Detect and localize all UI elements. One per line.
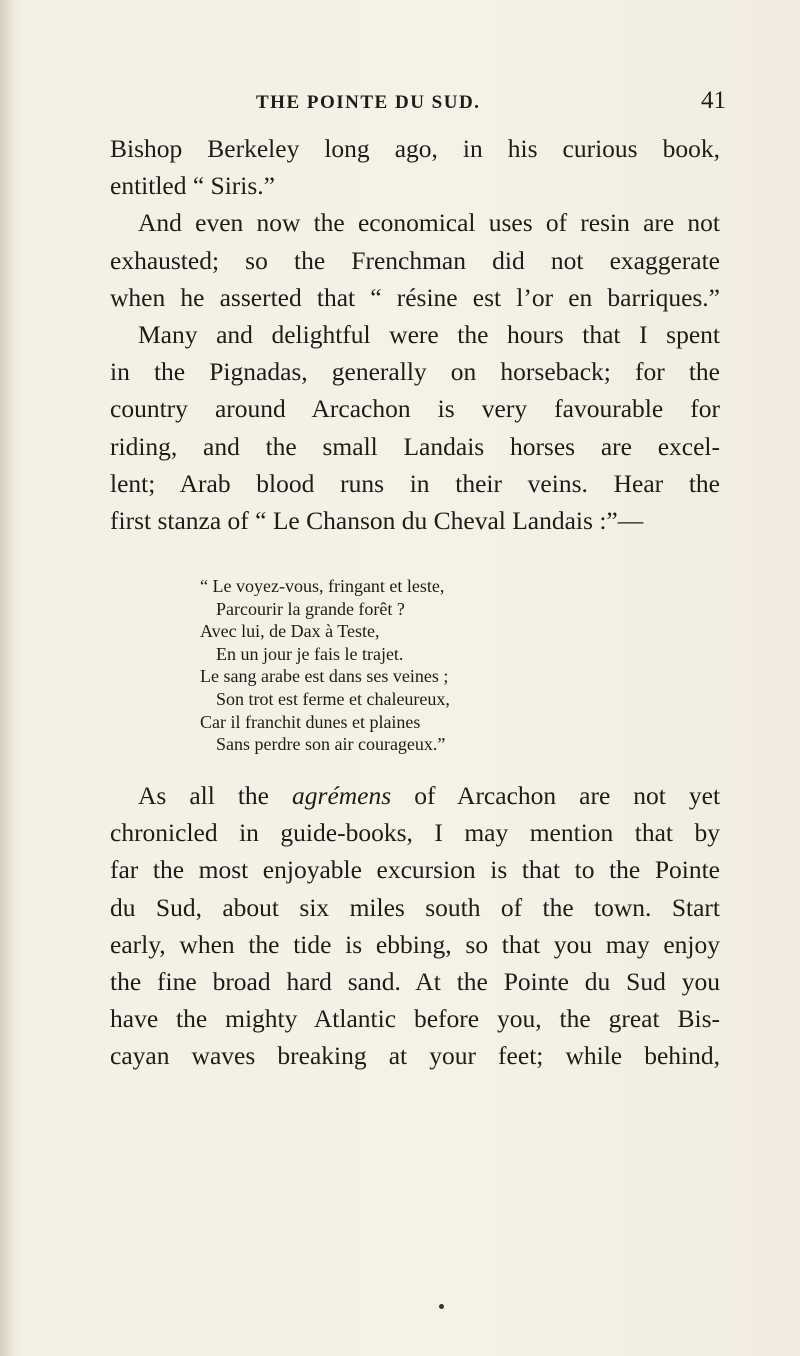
text-line: Many and delightful were the hours that I spent [138,320,720,350]
page-number: 41 [701,87,726,114]
text-line: have the mighty Atlantic before you, the great Bis- [110,1004,720,1034]
text-line: first stanza of “ Le Chanson du Cheval Landais :”— [110,506,644,536]
text-line: when he asserted that “ résine est l’or en barriques.” [110,282,720,312]
poem-line: Le sang arabe est dans ses veines ; [200,666,449,687]
poem-line: Parcourir la grande forêt ? [216,598,405,619]
text-line: cayan waves breaking at your feet; while behind, [110,1041,720,1071]
italic-word: agrémens [292,781,392,810]
gutter-shadow [0,0,16,1356]
text-line: And even now the economical uses of resin are not [138,208,720,238]
text-line: early, when the tide is ebbing, so that you may enjoy [110,929,720,959]
running-head-title: THE POINTE DU SUD. [256,92,481,113]
text-line: riding, and the small Landais horses are excel- [110,431,720,461]
poem-line: Avec lui, de Dax à Teste, [200,621,380,642]
text-run: As all the [138,781,269,810]
paragraph-2 [110,777,720,1075]
ink-dot [439,1304,444,1309]
poem-line: En un jour je fais le trajet. [216,643,404,664]
text-line: chronicled in guide-books, I may mention that by [110,818,720,848]
text-line: far the most enjoyable excursion is that to the Pointe [110,855,720,885]
text-line: lent; Arab blood runs in their veins. Hear the [110,468,720,498]
text-line: entitled “ Siris.” [110,171,276,201]
poem-line: Car il franchit dunes et plaines [200,711,421,732]
text-line: Bishop Berkeley long ago, in his curious book, [110,134,720,163]
text-line [110,777,720,814]
poem-line: Son trot est ferme et chaleureux, [216,688,450,709]
text-line: in the Pignadas, generally on horseback; for the [110,357,720,387]
poem-line: Sans perdre son air courageux.” [216,734,446,755]
text-run: of Arcachon are not yet [414,781,721,810]
poem-stanza [200,575,680,756]
text-line: du Sud, about six miles south of the town. Start [110,892,720,922]
text-line: exhausted; so the Frenchman did not exaggerate [110,245,720,275]
text-line: the fine broad hard sand. At the Pointe du Sud you [110,967,720,997]
text-line: country around Arcachon is very favourable for [110,394,720,424]
paragraph-1 [110,130,720,539]
poem-line: “ Le voyez-vous, fringant et leste, [200,576,445,596]
